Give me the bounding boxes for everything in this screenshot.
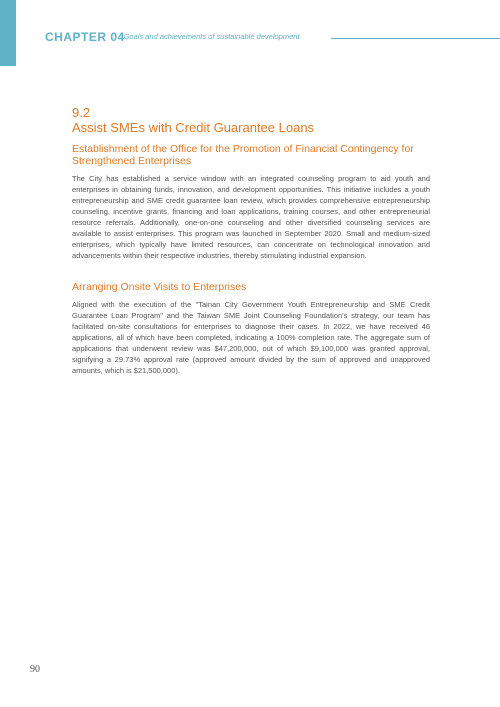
header-divider xyxy=(331,38,500,39)
page-header xyxy=(45,30,500,44)
chapter-side-tab xyxy=(0,0,16,66)
chapter-subtitle: · Goals and achievements of sustainable development xyxy=(119,32,300,41)
page-number: 90 xyxy=(30,664,40,675)
chapter-label: CHAPTER 04 xyxy=(45,30,125,44)
section-number: 9.2 xyxy=(72,105,91,120)
subsection-body-office: The City has established a service window with an integrated counseling program to aid youth and enterprises in obtaining funds, innovation, and development opportunities. This initiative includes a youth entrepreneurship and SME credit guarantee loan review, which provides comprehensive entrepreneurship counseling, incentive grants, financing and loan applications, training courses, and other entrepreneurial resource referrals. Additionally, one-on-one counseling and other diversified counseling services are available to assist enterprises. This program was launched in September 2020. Small and medium-sized enterprises, which typically have limited resources, can concentrate on technological innovation and advancements within their respective industries, thereby stimulating industrial expansion. xyxy=(72,174,430,260)
subsection-body-onsite-visits: Aligned with the execution of the "Tainan City Government Youth Entrepreneurship and SME Credit Guarantee Loan Program" and the Taiwan SME Joint Counseling Foundation's strategy, our team has facilitated on-site consultations for enterprises to diagnose their cases. In 2022, we have received 46 applications, all of which have been completed, indicating a 100% completion rate. The aggregate sum of applications that underwent review was $47,200,000, out of which $9,100,000 was granted approval, signifying a 29.73% approval rate (approved amount divided by the sum of approved and unapproved amounts, which is $21,500,000). xyxy=(72,300,430,375)
subsection-heading-onsite-visits: Arranging Onsite Visits to Enterprises xyxy=(72,281,247,293)
main-content xyxy=(72,105,430,376)
section-spacer xyxy=(72,261,430,281)
section-title: Assist SMEs with Credit Guarantee Loans xyxy=(72,120,315,135)
subsection-heading-office: Establishment of the Office for the Promotion of Financial Contingency for Strengthened Enterprises xyxy=(72,143,414,167)
